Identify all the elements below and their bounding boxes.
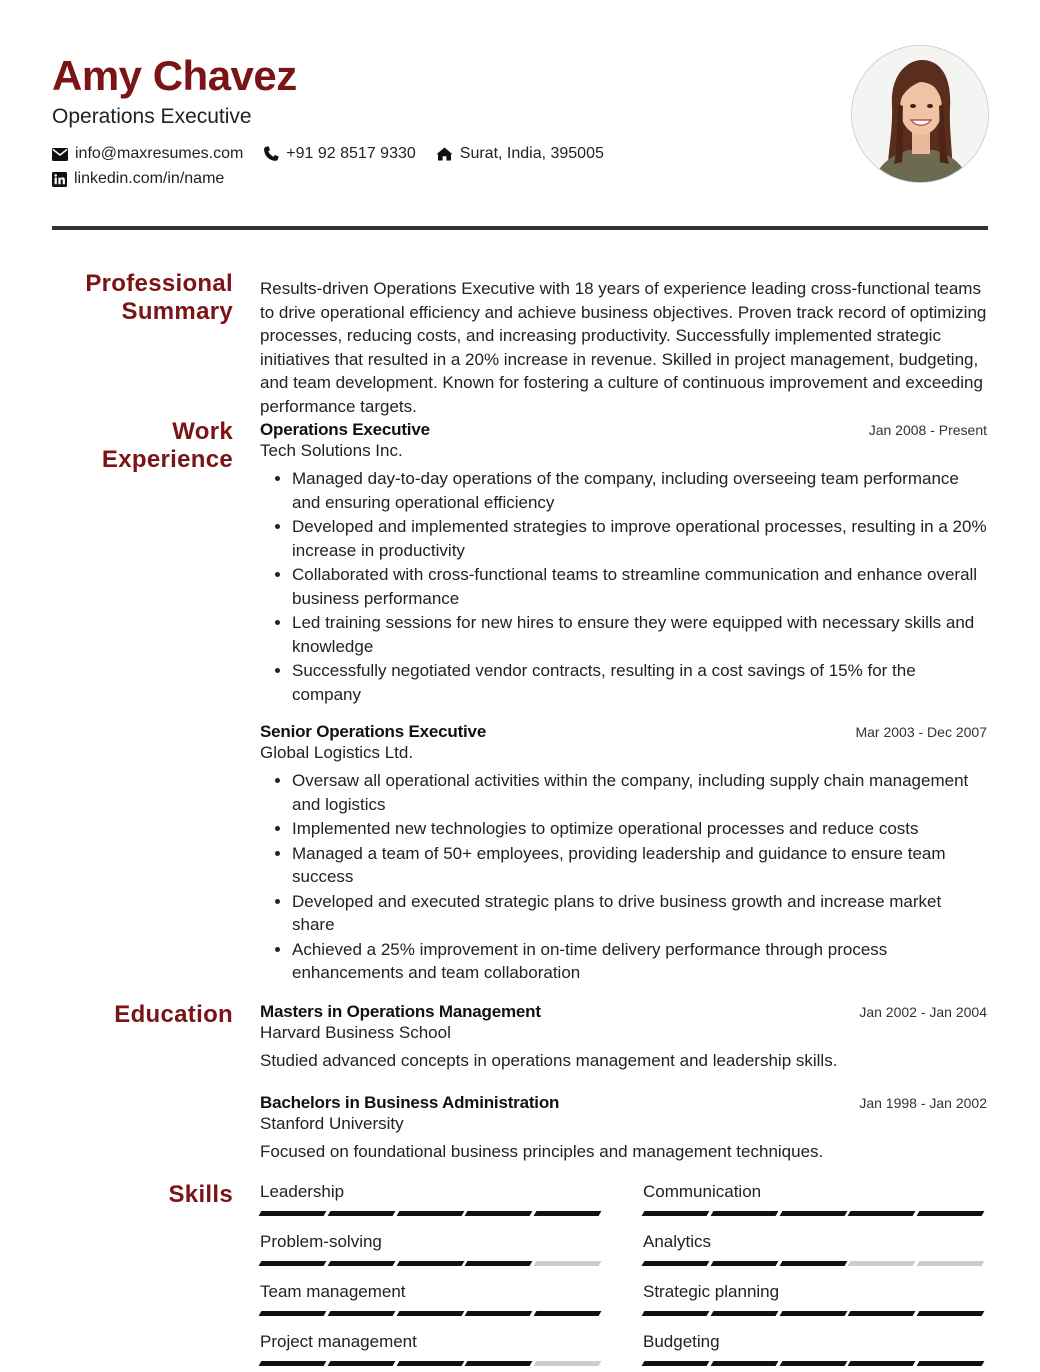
skill-segment-filled [259,1311,327,1316]
skill-segment-filled [848,1211,916,1216]
education-description: Focused on foundational business principles and management techniques. [260,1142,824,1161]
job-bullet: • Developed and implemented strategies to improve operational processes, resulting in a 20% increase in productivity [292,515,987,562]
skill-level-bar [260,1361,604,1366]
skill-segment-filled [710,1361,778,1366]
skill-segment-filled [534,1211,602,1216]
skill-segment-filled [779,1211,847,1216]
degree-title: Bachelors in Business Administration [260,1093,560,1112]
skill-name: Team management [260,1282,406,1301]
skill-segment-filled [642,1211,710,1216]
skill-name: Strategic planning [643,1282,780,1301]
job-bullet: • Oversaw all operational activities within the company, including supply chain management and logistics [292,769,987,816]
skill-level-bar [643,1361,987,1366]
education-dates: Jan 1998 - Jan 2002 [859,1095,987,1111]
skill-segment-filled [396,1311,464,1316]
skill-segment-filled [327,1211,395,1216]
job-dates: Mar 2003 - Dec 2007 [855,724,987,740]
candidate-name: Amy Chavez [52,52,297,99]
job-bullet: • Led training sessions for new hires to ensure they were equipped with necessary skills and knowledge [292,611,987,658]
job-bullets [260,769,987,985]
skill-level-bar [260,1211,604,1216]
contact-location [436,145,604,163]
candidate-title: Operations Executive [52,105,252,128]
skill-segment-filled [327,1261,395,1266]
skill-segment-filled [710,1211,778,1216]
skill-segment-filled [396,1261,464,1266]
skill-name: Communication [643,1182,762,1201]
skill-segment-filled [327,1361,395,1366]
skill-segment-empty [848,1261,916,1266]
skill-segment-filled [396,1211,464,1216]
contact-linkedin[interactable] [52,170,224,188]
skill-segment-filled [465,1311,533,1316]
education-description: Studied advanced concepts in operations management and leadership skills. [260,1051,838,1070]
summary-heading-line2: Summary [121,298,233,325]
school-name: Harvard Business School [260,1023,451,1042]
skill-item [643,1182,987,1216]
job-bullet: • Managed day-to-day operations of the company, including overseeing team performance and ensuring operational efficiency [292,467,987,514]
skill-segment-filled [848,1361,916,1366]
contact-row [52,145,624,163]
skills-heading: Skills [168,1181,233,1208]
skill-item [260,1332,604,1366]
skill-segment-empty [534,1361,602,1366]
job-entry [260,722,987,986]
skill-segment-filled [259,1361,327,1366]
envelope-icon [52,148,68,161]
job-bullet: • Developed and executed strategic plans to drive business growth and increase market share [292,890,987,937]
skill-segment-filled [710,1311,778,1316]
job-bullet: • Managed a team of 50+ employees, providing leadership and guidance to ensure team success [292,842,987,889]
experience-heading-line2: Experience [101,446,233,473]
linkedin-icon [52,172,67,187]
skill-segment-filled [642,1311,710,1316]
summary-heading-line1: Professional [85,270,233,297]
job-bullets [260,467,987,706]
skill-name: Leadership [260,1182,345,1201]
job-bullet: • Implemented new technologies to optimize operational processes and reduce costs [292,817,987,841]
degree-title: Masters in Operations Management [260,1002,541,1021]
skill-item [643,1282,987,1316]
skill-name: Problem-solving [260,1232,382,1251]
skill-level-bar [260,1311,604,1316]
skill-segment-filled [779,1261,847,1266]
header-divider [52,226,988,230]
skill-name: Budgeting [643,1332,720,1351]
education-entry [260,1093,987,1162]
skill-segment-filled [642,1261,710,1266]
education-dates: Jan 2002 - Jan 2004 [859,1004,987,1020]
skill-segment-filled [534,1311,602,1316]
experience-heading [102,418,233,474]
skill-segment-filled [327,1311,395,1316]
skill-segment-filled [259,1211,327,1216]
profile-photo [851,45,989,183]
skill-segment-filled [917,1361,985,1366]
education-heading: Education [114,1001,233,1028]
summary-text: Results-driven Operations Executive with 18 years of experience leading cross-functional teams to drive operational efficiency and achieve business objectives. Proven track record of optimizing processes, reducing costs, and increasing productivity. Successfully implemented strategic initiatives that resulted in a 20% increase in revenue. Skilled in project management, budgeting, and team development. Known for fostering a culture of continuous improvement and exceeding performance targets. [260,279,987,416]
job-title: Senior Operations Executive [260,722,487,741]
skill-segment-filled [642,1361,710,1366]
phone-icon [263,146,279,162]
skill-segment-filled [710,1261,778,1266]
skill-segment-empty [534,1261,602,1266]
skill-level-bar [643,1211,987,1216]
skill-segment-filled [259,1261,327,1266]
location-text: Surat, India, 395005 [459,145,604,162]
summary-heading [85,270,233,326]
home-icon [436,147,453,161]
job-entry [260,420,987,707]
linkedin-text: linkedin.com/in/name [74,170,225,187]
skill-segment-filled [465,1361,533,1366]
education-entry [260,1002,987,1071]
skill-segment-filled [917,1211,985,1216]
job-bullet: • Successfully negotiated vendor contracts, resulting in a cost savings of 15% for the company [292,659,987,706]
job-company: Global Logistics Ltd. [260,743,414,762]
skill-segment-filled [848,1311,916,1316]
job-bullet: • Collaborated with cross-functional teams to streamline communication and enhance overall business performance [292,563,987,610]
job-dates: Jan 2008 - Present [868,422,987,438]
skill-segment-filled [779,1311,847,1316]
job-company: Tech Solutions Inc. [260,441,403,460]
contact-phone[interactable] [263,145,415,163]
skill-item [260,1182,604,1216]
skill-segment-filled [465,1211,533,1216]
skill-segment-filled [779,1361,847,1366]
skill-level-bar [643,1261,987,1266]
job-title: Operations Executive [260,420,430,439]
skill-name: Project management [260,1332,417,1351]
skill-item [260,1232,604,1266]
skill-segment-filled [917,1311,985,1316]
skill-item [643,1332,987,1366]
skill-item [643,1232,987,1266]
skill-item [260,1282,604,1316]
phone-text: +91 92 8517 9330 [286,145,416,162]
skill-level-bar [643,1311,987,1316]
skill-level-bar [260,1261,604,1266]
skill-segment-empty [917,1261,985,1266]
skill-segment-filled [465,1261,533,1266]
skill-name: Analytics [643,1232,712,1251]
contact-row-2 [52,170,244,188]
contact-email[interactable] [52,145,243,163]
email-text: info@maxresumes.com [75,145,244,162]
skill-segment-filled [396,1361,464,1366]
school-name: Stanford University [260,1114,404,1133]
job-bullet: • Achieved a 25% improvement in on-time delivery performance through process enhancements and team collaboration [292,938,987,985]
experience-heading-line1: Work [172,418,233,445]
